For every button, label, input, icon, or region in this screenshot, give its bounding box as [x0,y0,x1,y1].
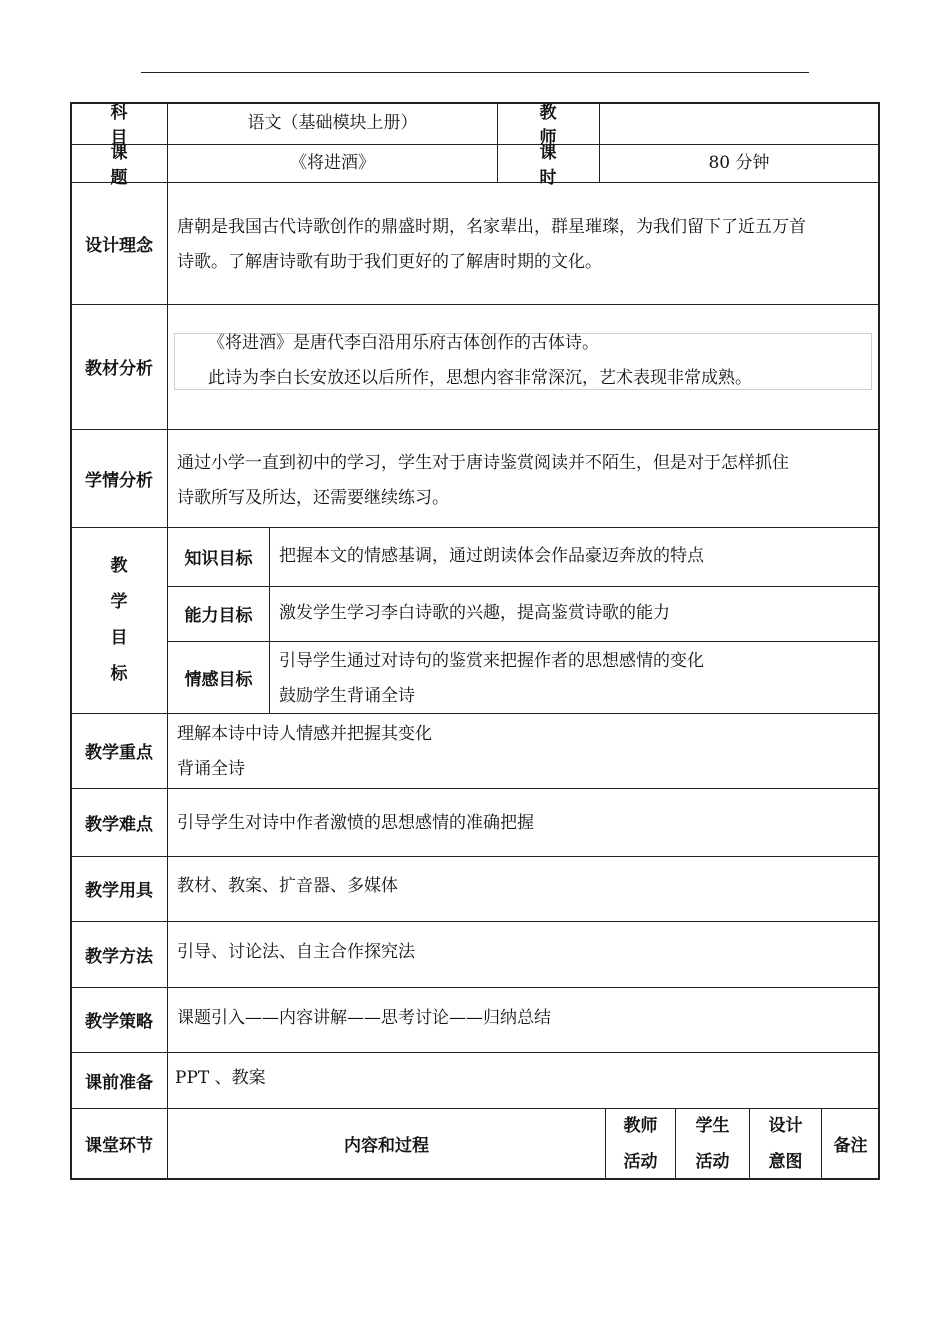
process-label: 课堂环节 [85,1136,153,1156]
content-process-header: 内容和过程 [344,1136,429,1156]
key-points-line-2: 背诵全诗 [177,759,245,779]
emotion-goal-label: 情感目标 [184,669,253,690]
design-label: 设计理念 [85,235,153,256]
knowledge-goal-text: 把握本文的情感基调，通过朗读体会作品豪迈奔放的特点 [279,546,704,566]
tools-text: 教材、教案、扩音器、多媒体 [177,876,398,896]
teacher-label: 教 师 [539,103,579,148]
key-points-label: 教学重点 [85,743,153,763]
students-label: 学情分析 [85,470,153,491]
design-line-2: 诗歌。了解唐诗歌有助于我们更好的了解唐时期的文化。 [177,252,602,272]
knowledge-goal-label: 知识目标 [184,549,253,569]
teacher-activity-header: 教师 活动 [623,1115,658,1172]
emotion-goal-line-1: 引导学生通过对诗句的鉴赏来把握作者的思想感情的变化 [279,651,704,671]
difficulties-label: 教学难点 [85,814,153,835]
ability-goal-text: 激发学生学习李白诗歌的兴趣，提高鉴赏诗歌的能力 [279,603,670,623]
strategy-label: 教学策略 [85,1012,153,1032]
hours-label: 课 时 [539,143,579,188]
design-intent-header: 设计 意图 [768,1115,803,1172]
strategy-text: 课题引入——内容讲解——思考讨论——归纳总结 [177,1008,551,1028]
preparation-text: PPT 、教案 [175,1068,266,1088]
student-activity-header: 学生 活动 [695,1115,730,1172]
header-rule [141,72,809,73]
material-label: 教材分析 [85,359,153,379]
methods-label: 教学方法 [85,946,153,967]
methods-text: 引导、讨论法、自主合作探究法 [177,942,415,962]
tools-label: 教学用具 [85,881,153,901]
hours-value: 80 分钟 [708,152,770,173]
material-line-1: 《将进酒》是唐代李白沿用乐府古体创作的古体诗。 [208,333,599,353]
preparation-label: 课前准备 [85,1072,153,1093]
ability-goal-label: 能力目标 [184,606,253,626]
students-line-2: 诗歌所写及所达，还需要继续练习。 [177,488,449,508]
material-line-2: 此诗为李白长安放还以后所作，思想内容非常深沉，艺术表现非常成熟。 [208,368,752,388]
difficulties-text: 引导学生对诗中作者激愤的思想感情的准确把握 [177,813,534,833]
subject-value: 语文（基础模块上册） [247,112,418,133]
remarks-header: 备注 [833,1136,868,1156]
design-line-1: 唐朝是我国古代诗歌创作的鼎盛时期，名家辈出，群星璀璨，为我们留下了近五万首 [177,217,806,237]
subject-label: 科 目 [110,103,150,148]
goals-label: 教 学 目 标 [110,556,128,684]
students-line-1: 通过小学一直到初中的学习，学生对于唐诗鉴赏阅读并不陌生，但是对于怎样抓住 [177,453,789,473]
emotion-goal-line-2: 鼓励学生背诵全诗 [279,686,415,706]
topic-value: 《将进酒》 [290,152,375,173]
key-points-line-1: 理解本诗中诗人情感并把握其变化 [177,724,432,744]
topic-label: 课 题 [110,143,150,188]
